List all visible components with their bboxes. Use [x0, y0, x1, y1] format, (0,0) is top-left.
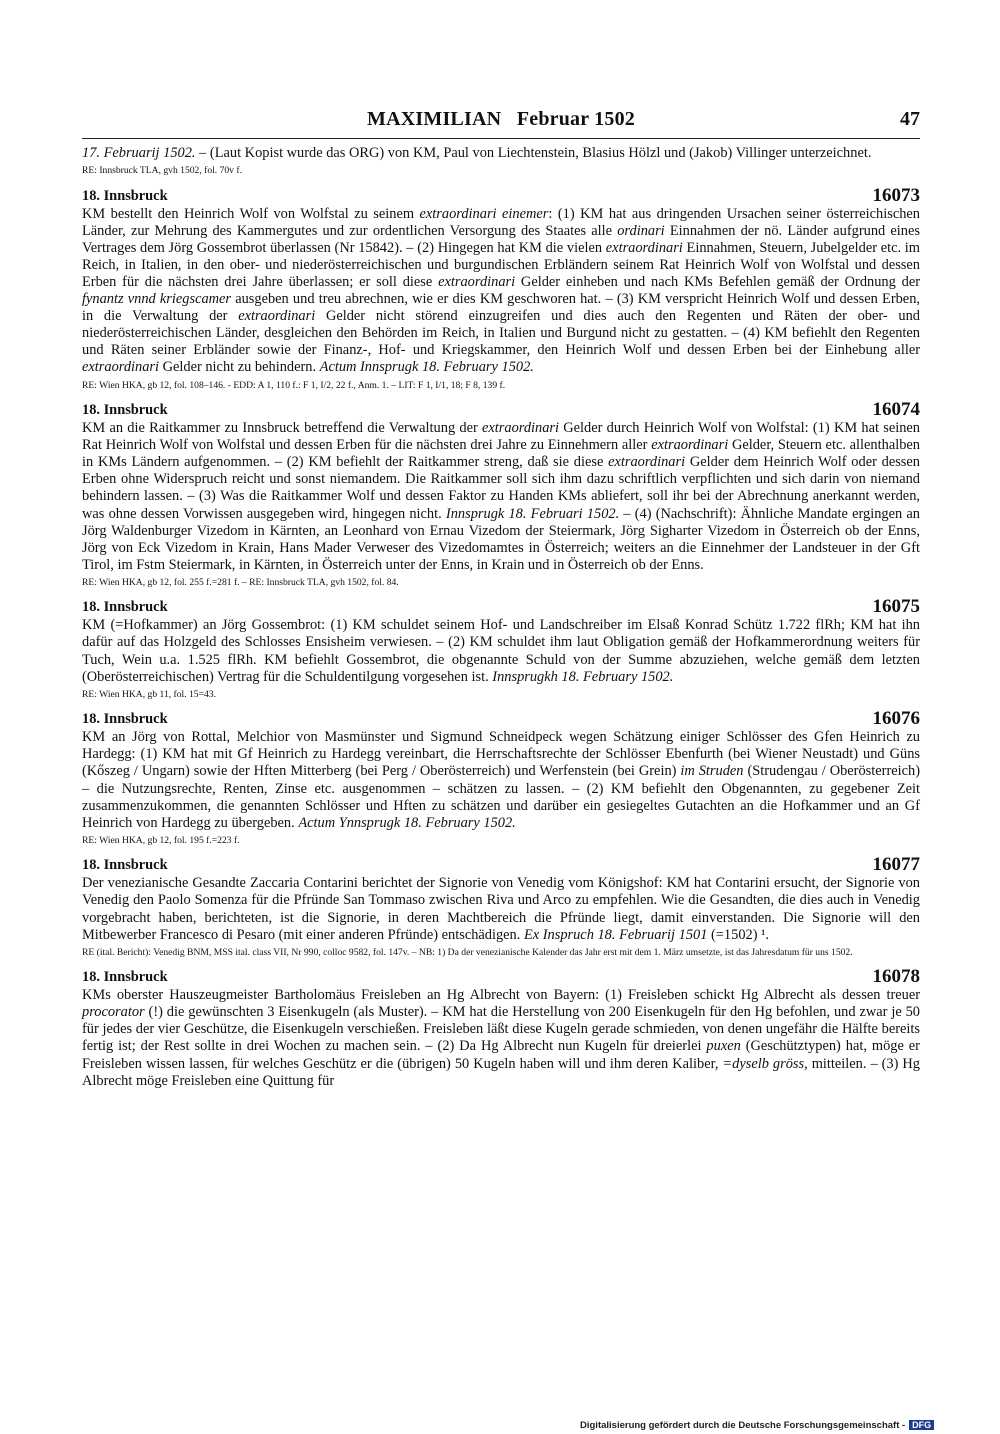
- regest-entry: [82, 709, 920, 846]
- entry-number: 16075: [872, 596, 920, 618]
- entry-header: [82, 855, 920, 875]
- regest-entry: [82, 597, 920, 700]
- entry-text: [82, 987, 920, 1090]
- text-segment: (Strudengau / Oberösterreich) – die Nutzungsrechte, Renten, Zinse etc. ausgenommen – schätzen zu lassen. – (2) KM befiehlt den Obgenannten, zu gegebener Zeit zusammenzukommen, die genannten Schlösser und Hften zu schätzen und darüber ein gesiegeltes Gutachten an die Hofkammer und an Gf Heinrich von Hardegg zu übergeben.: [82, 763, 921, 831]
- page-number: 47: [900, 108, 920, 130]
- entry-header: [82, 400, 920, 420]
- text-segment: Gelder dem Heinrich Wolf oder dessen Erben ohne Widerspruch reicht und sonst niemandem. Die Raitkammer soll sich ihm dazu schriftlich verpflichten und sich darin von niemand behindern lassen. – (3) Was die Raitkammer Wolf und dessen Faktor zu Handen KMs abliefert, soll ihr bei der Abrechnung anerkannt werden, was ohne dessen Vorwissen ausgegeben wird, hingegen nicht.: [82, 454, 920, 522]
- entry-text: [82, 729, 920, 832]
- italic-text-segment: extraordinari: [608, 454, 686, 471]
- text-segment: , mitteilen. – (3) Hg Albrecht möge Freisleben eine Quittung für: [82, 1055, 920, 1089]
- entry-text: [82, 206, 920, 377]
- text-segment: – (4) (Nachschrift): Ähnliche Mandate ergingen an Jörg Waldenburger Vizedom in Kärnten, an Leonhard von Ernau Vizedom der Steiermark, Jörg Sigharter Vizedom in Österreich ob der Enns, Jörg von Eck Vizedom in Krain, Hans Mader Verweser des Vizedomamtes in Österreich; weiters an die Einnehmer der Landsteuer in der Gft Tirol, im Fstm Steiermark, in Kärnten, in Österreich unter der Enns, in Krain und in Österreich ob der Enns.: [82, 505, 920, 573]
- italic-text-segment: extraordinari: [605, 239, 683, 256]
- entry-text: [82, 617, 920, 685]
- entry-date-place: 18. Innsbruck: [82, 969, 168, 986]
- text-segment: Gelder nicht zu behindern.: [159, 359, 320, 376]
- text-segment: ausgeben und treu abrechnen, wie er dies KM geschworen hat. – (3) KM verspricht Heinrich Wolf und dessen Erben, in die Verwaltung der: [82, 291, 920, 325]
- text-segment: Gelder durch Heinrich Wolf von Wolfstal: (1) KM hat seinen Rat Heinrich Wolf von Wolfstal und dessen Erben für die nächsten drei Jahre zu Einnehmern aller: [82, 420, 920, 454]
- text-segment: (=1502) ¹.: [707, 926, 770, 943]
- italic-text-segment: fynantz vnnd kriegscamer: [82, 291, 232, 308]
- italic-text-segment: extraordinari einemer: [419, 205, 549, 222]
- entry-source-note: RE (ital. Bericht): Venedig BNM, MSS ital. class VII, Nr 990, colloc 9582, fol. 147v. – NB: 1) Da der venezianische Kalender das Jahr erst mit dem 1. März umsetzte, ist das Jahresdatum für uns 1502.: [82, 946, 853, 958]
- italic-text-segment: extraordinari: [438, 273, 516, 290]
- text-segment: Gelder nicht störend einzugreifen und dies auch den Regenten und Räten der ober- und niederösterreichischen Länder, desgleichen den Behörden im Reich, in Italien und Burgund nicht zu gestatten. – (4) KM befiehlt den Regenten und Räten seiner Erbländer sowie der Finanz-, Hof- und Kriegskammer, den Heinrich Wolf und dessen Erben bei der Einhebung aller: [82, 308, 920, 359]
- italic-text-segment: ordinari: [617, 222, 665, 239]
- footer-credit: [580, 1420, 934, 1431]
- italic-text-segment: im Struden: [680, 763, 744, 780]
- entry-text: [82, 420, 920, 574]
- text-segment: Gelder, Steuern etc. allenthalben in KMs Ländern aufgenommen. – (2) KM befiehlt der Raitkammer streng, daß sie diese: [82, 437, 920, 471]
- intro-text: [82, 145, 920, 162]
- text-segment: KMs oberster Hauszeugmeister Bartholomäus Freisleben an Hg Albrecht von Bayern: (1) Freisleben schickt Hg Albrecht als dessen treuer: [82, 987, 920, 1004]
- italic-text-segment: Innsprugk 18. Februari 1502.: [445, 505, 620, 522]
- dfg-logo: DFG: [909, 1420, 934, 1430]
- entry-date-place: 18. Innsbruck: [82, 711, 168, 728]
- italic-text-segment: procorator: [82, 1004, 145, 1021]
- italic-text-segment: =dyselb gröss: [722, 1055, 805, 1072]
- italic-text-segment: Ex Inspruch 18. Februarij 1501: [523, 926, 708, 943]
- text-segment: KM an die Raitkammer zu Innsbruck betreffend die Verwaltung der: [82, 420, 483, 437]
- text-segment: KM an Jörg von Rottal, Melchior von Masmünster und Sigmund Schneidpeck wegen Schätzung einiger Schlösser des Gfen Heinrich zu Hardegg: (1) KM hat mit Gf Heinrich zu Hardegg vereinbart, die Herrschaftsrechte der Schlösser Ebenfurth (bei Wiener Neustadt) und Güns (Kőszeg / Ungarn) sowie der Hften Mitterberg (bei Perg / Oberösterreich) und Werfenstein (bei Grein): [82, 729, 920, 780]
- entries-list: [82, 186, 920, 1090]
- entry-number: 16073: [872, 184, 920, 206]
- running-header: [82, 104, 920, 139]
- italic-text-segment: extraordinari: [238, 308, 316, 325]
- regest-entry: [82, 967, 920, 1090]
- entry-number: 16074: [872, 399, 920, 421]
- regest-entry: [82, 186, 920, 391]
- entry-source-note: RE: Wien HKA, gb 12, fol. 195 f.=223 f.: [82, 834, 240, 846]
- entry-header: [82, 597, 920, 617]
- entry-source-note: RE: Wien HKA, gb 12, fol. 108–146. - EDD: A 1, 110 f.: F 1, I/2, 22 f., Anm. 1. – LIT: F 1, I/1, 18; F 8, 139 f.: [82, 379, 506, 391]
- entry-date-place: 18. Innsbruck: [82, 187, 168, 204]
- italic-text-segment: Innsprugkh 18. February 1502.: [492, 668, 674, 685]
- entry-text: [82, 875, 920, 943]
- regest-entry: [82, 400, 920, 588]
- italic-text-segment: extraordinari: [651, 437, 729, 454]
- running-title: MAXIMILIAN Februar 1502: [367, 108, 635, 130]
- italic-text-segment: 17. Februarij 1502.: [82, 145, 196, 161]
- text-segment: Einnahmen der nö. Länder aufgrund eines Vertrages dem Jörg Gossembrot überlassen (Nr 15842). – (2) Hingegen hat KM die vielen: [82, 222, 920, 256]
- italic-text-segment: puxen: [706, 1038, 741, 1055]
- regest-entry: [82, 855, 920, 958]
- footer-text: Digitalisierung gefördert durch die Deutsche Forschungsgemeinschaft -: [580, 1420, 906, 1431]
- entry-number: 16078: [872, 966, 920, 988]
- italic-text-segment: Actum Innsprugk 18. February 1502.: [319, 359, 534, 376]
- entry-source-note: RE: Wien HKA, gb 12, fol. 255 f.=281 f. – RE: Innsbruck TLA, gvh 1502, fol. 84.: [82, 576, 399, 588]
- italic-text-segment: extraordinari: [82, 359, 160, 376]
- document-page: [82, 104, 920, 1090]
- text-segment: Gelder einheben und nach KMs Befehlen gemäß der Ordnung der: [515, 273, 920, 290]
- entry-header: [82, 709, 920, 729]
- text-segment: – (Laut Kopist wurde das ORG) von KM, Paul von Liechtenstein, Blasius Hölzl und (Jakob) Villinger unterzeichnet.: [195, 145, 872, 161]
- italic-text-segment: Actum Ynnsprugk 18. February 1502.: [298, 814, 516, 831]
- text-segment: (!) die gewünschten 3 Eisenkugeln (als Muster). – KM hat die Herstellung von 200 Eisenkugeln für den Hg befohlen, und zwar je 50 für jedes der vier Geschütze, die Eisenkugeln verschießen. Freisleben läßt diese Kugeln gerade schmieden, von denen ungefähr die Hälfte bereits fertig ist; der Rest sollte in drei Wochen zu machen sein. – (2) Da Hg Albrecht nun Kugeln für dreierlei: [82, 1004, 920, 1055]
- text-segment: (Geschütztypen) hat, möge er Freisleben wissen lassen, für welches Geschütz er die (übrigen) 50 Kugeln haben will und ihm deren Kaliber,: [82, 1038, 920, 1072]
- entry-source-note: RE: Wien HKA, gb 11, fol. 15=43.: [82, 688, 216, 700]
- entry-number: 16077: [872, 854, 920, 876]
- text-segment: : (1) KM hat aus dringenden Ursachen seiner österreichischen Länder, zur Mehrung des Kammergutes und zur ordentlichen Versorgung des Staates alle: [82, 205, 920, 239]
- entry-header: [82, 186, 920, 206]
- intro-note: RE: Innsbruck TLA, gvh 1502, fol. 70v f.: [82, 165, 242, 177]
- entry-date-place: 18. Innsbruck: [82, 857, 168, 874]
- text-segment: KM bestellt den Heinrich Wolf von Wolfstal zu seinem: [82, 205, 420, 222]
- italic-text-segment: extraordinari: [482, 420, 560, 437]
- entry-date-place: 18. Innsbruck: [82, 599, 168, 616]
- text-segment: Der venezianische Gesandte Zaccaria Contarini berichtet der Signorie von Venedig vom Königshof: KM hat Contarini ersucht, der Signorie von Venedig den Paolo Somenza für die Pfründe San Tommaso zwischen Riva und Arco zu empfehlen. Wie die Gesandten, die dies auch in Venedig vorgebracht haben, berichteten, ist die Signorie, in deren Machtbereich die Pfründe liegt, damit einverstanden. Die Signorie will den Mitbewerber Francesco di Pesaro (mit einer anderen Pfründe) entschädigen.: [82, 875, 920, 943]
- text-segment: Einnahmen, Steuern, Jubelgelder etc. im Reich, in Italien, in den ober- und niederösterreichischen und burgundischen Erbländern seinem Rat Heinrich Wolf von Wolfstal und dessen Erben für die nächsten drei Jahre überlassen; er soll diese: [82, 239, 920, 290]
- entry-date-place: 18. Innsbruck: [82, 402, 168, 419]
- text-segment: KM (=Hofkammer) an Jörg Gossembrot: (1) KM schuldet seinem Hof- und Landschreiber im Elsaß Konrad Schütz 1.722 flRh; KM hat ihn dafür auf das Holzgeld des Schlosses Ensisheim verwiesen. – (2) KM schuldet ihm laut Obligation gemäß der Hofkammerordnung weiters für Tuch, Wein u.a. 1.525 flRh. KM befiehlt Gossembrot, die obgenannte Schuld von der Summe abzuziehen, welche gemäß dem letzten (Oberösterreichischen) Vertrag für die Schuldentilgung vorgesehen ist.: [82, 617, 920, 685]
- intro-block: [82, 145, 920, 177]
- entry-header: [82, 967, 920, 987]
- entry-number: 16076: [872, 708, 920, 730]
